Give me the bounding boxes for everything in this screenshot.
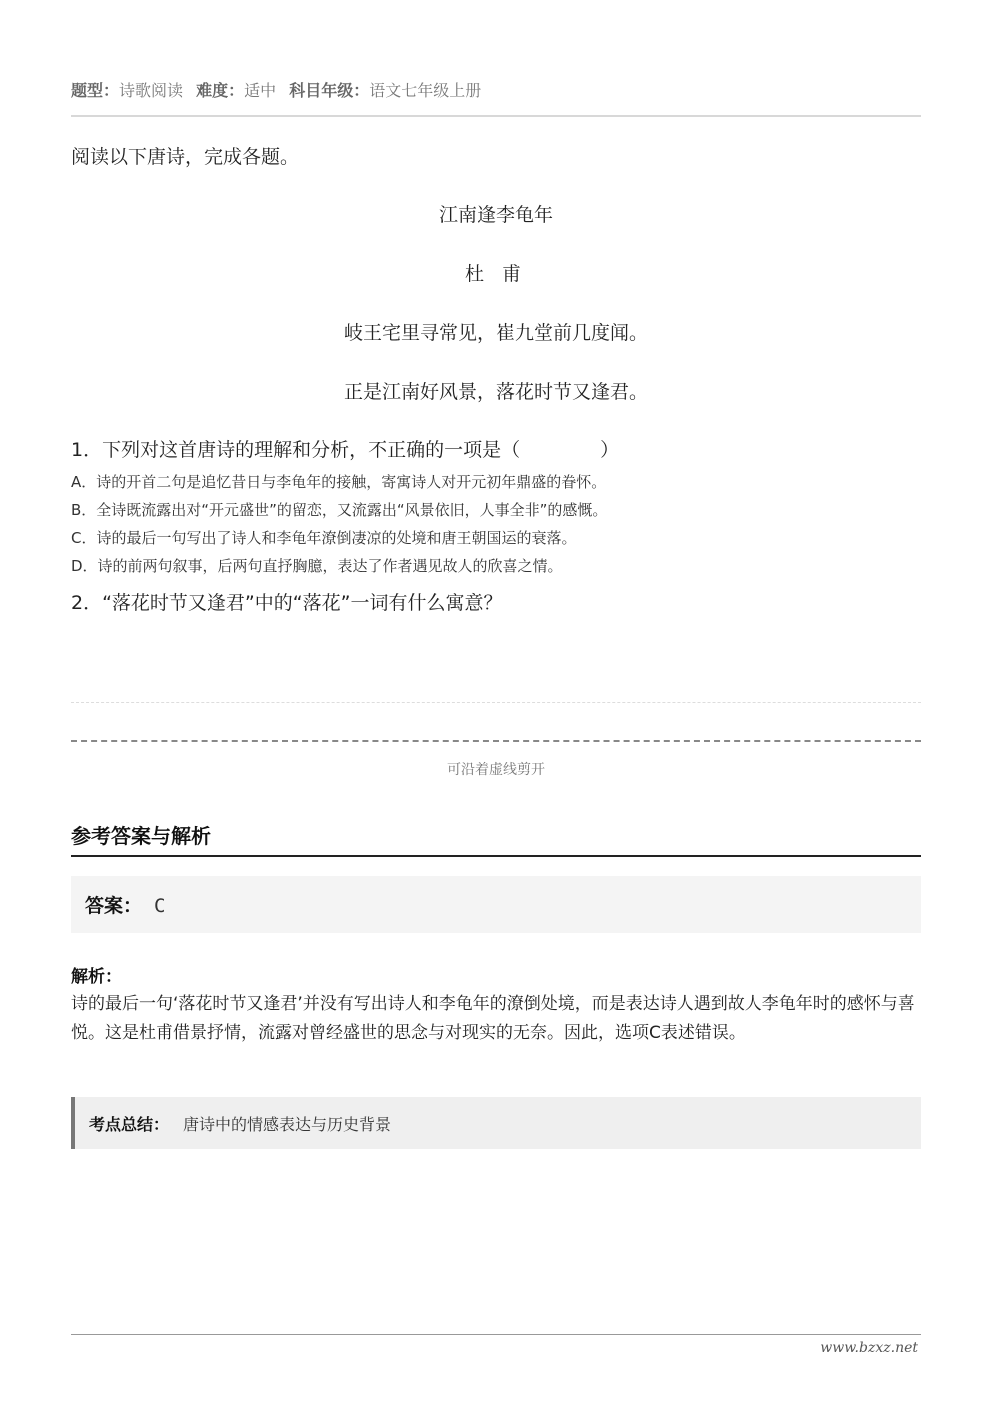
option-d: D．诗的前两句叙事，后两句直抒胸臆，表达了作者遇见故人的欣喜之情。	[71, 557, 563, 575]
poem-line: 正是江南好风景，落花时节又逢君。	[343, 381, 648, 403]
poem-line: 岐王宅里寻常见，崔九堂前几度闻。	[343, 322, 648, 344]
type-label: 题型：	[71, 81, 120, 100]
summary-box	[71, 1097, 921, 1149]
difficulty-label: 难度：	[196, 81, 245, 100]
option-a: A．诗的开首二句是追忆昔日与李龟年的接触，寄寓诗人对开元初年鼎盛的眷怀。	[71, 473, 607, 491]
question-1-stem: 1．下列对这首唐诗的理解和分析，不正确的一项是（	[71, 439, 521, 461]
answer-section-title: 参考答案与解析	[71, 824, 211, 848]
footer-divider	[71, 1334, 921, 1335]
summary-value: 唐诗中的情感表达与历史背景	[183, 1115, 392, 1134]
poem-author: 杜 甫	[464, 263, 528, 285]
option-c: C．诗的最后一句写出了诗人和李龟年潦倒凄凉的处境和唐王朝国运的衰落。	[71, 529, 577, 547]
answer-label: 答案：	[85, 895, 143, 917]
meta-divider	[71, 115, 921, 117]
meta-bar	[71, 78, 921, 101]
cut-dashed-line	[71, 740, 921, 742]
analysis-label: 解析：	[71, 967, 122, 987]
poem-title: 江南逢李龟年	[438, 204, 553, 226]
question-1-stem-close: ）	[600, 439, 620, 461]
question-1	[71, 435, 619, 462]
answer-section-divider	[71, 855, 921, 857]
type-value: 诗歌阅读	[119, 81, 184, 100]
subject-label: 科目年级：	[289, 81, 370, 100]
footer-site-link[interactable]: www.bzxz.net	[820, 1340, 918, 1356]
difficulty-value: 适中	[244, 81, 277, 100]
option-b: B．全诗既流露出对“开元盛世”的留恋，又流露出“风景依旧，人事全非”的感慨。	[71, 501, 608, 519]
subject-value: 语文七年级上册	[369, 81, 482, 100]
cut-hint: 可沿着虚线剪开	[447, 762, 545, 778]
intro-text: 阅读以下唐诗，完成各题。	[71, 146, 300, 168]
answer-box	[71, 876, 921, 933]
answer-value: C	[154, 895, 166, 917]
answer-writing-line	[71, 702, 921, 703]
analysis-text: 诗的最后一句‘落花时节又逢君’并没有写出诗人和李龟年的潦倒处境，而是表达诗人遇到故人李龟年时的感怀与喜悦。这是杜甫借景抒情，流露对曾经盛世的思念与对现实的无奈。因此，选项C表述错误。	[71, 994, 915, 1043]
question-2: 2．“落花时节又逢君”中的“落花”一词有什么寓意？	[71, 592, 503, 614]
summary-label: 考点总结：	[89, 1115, 170, 1134]
